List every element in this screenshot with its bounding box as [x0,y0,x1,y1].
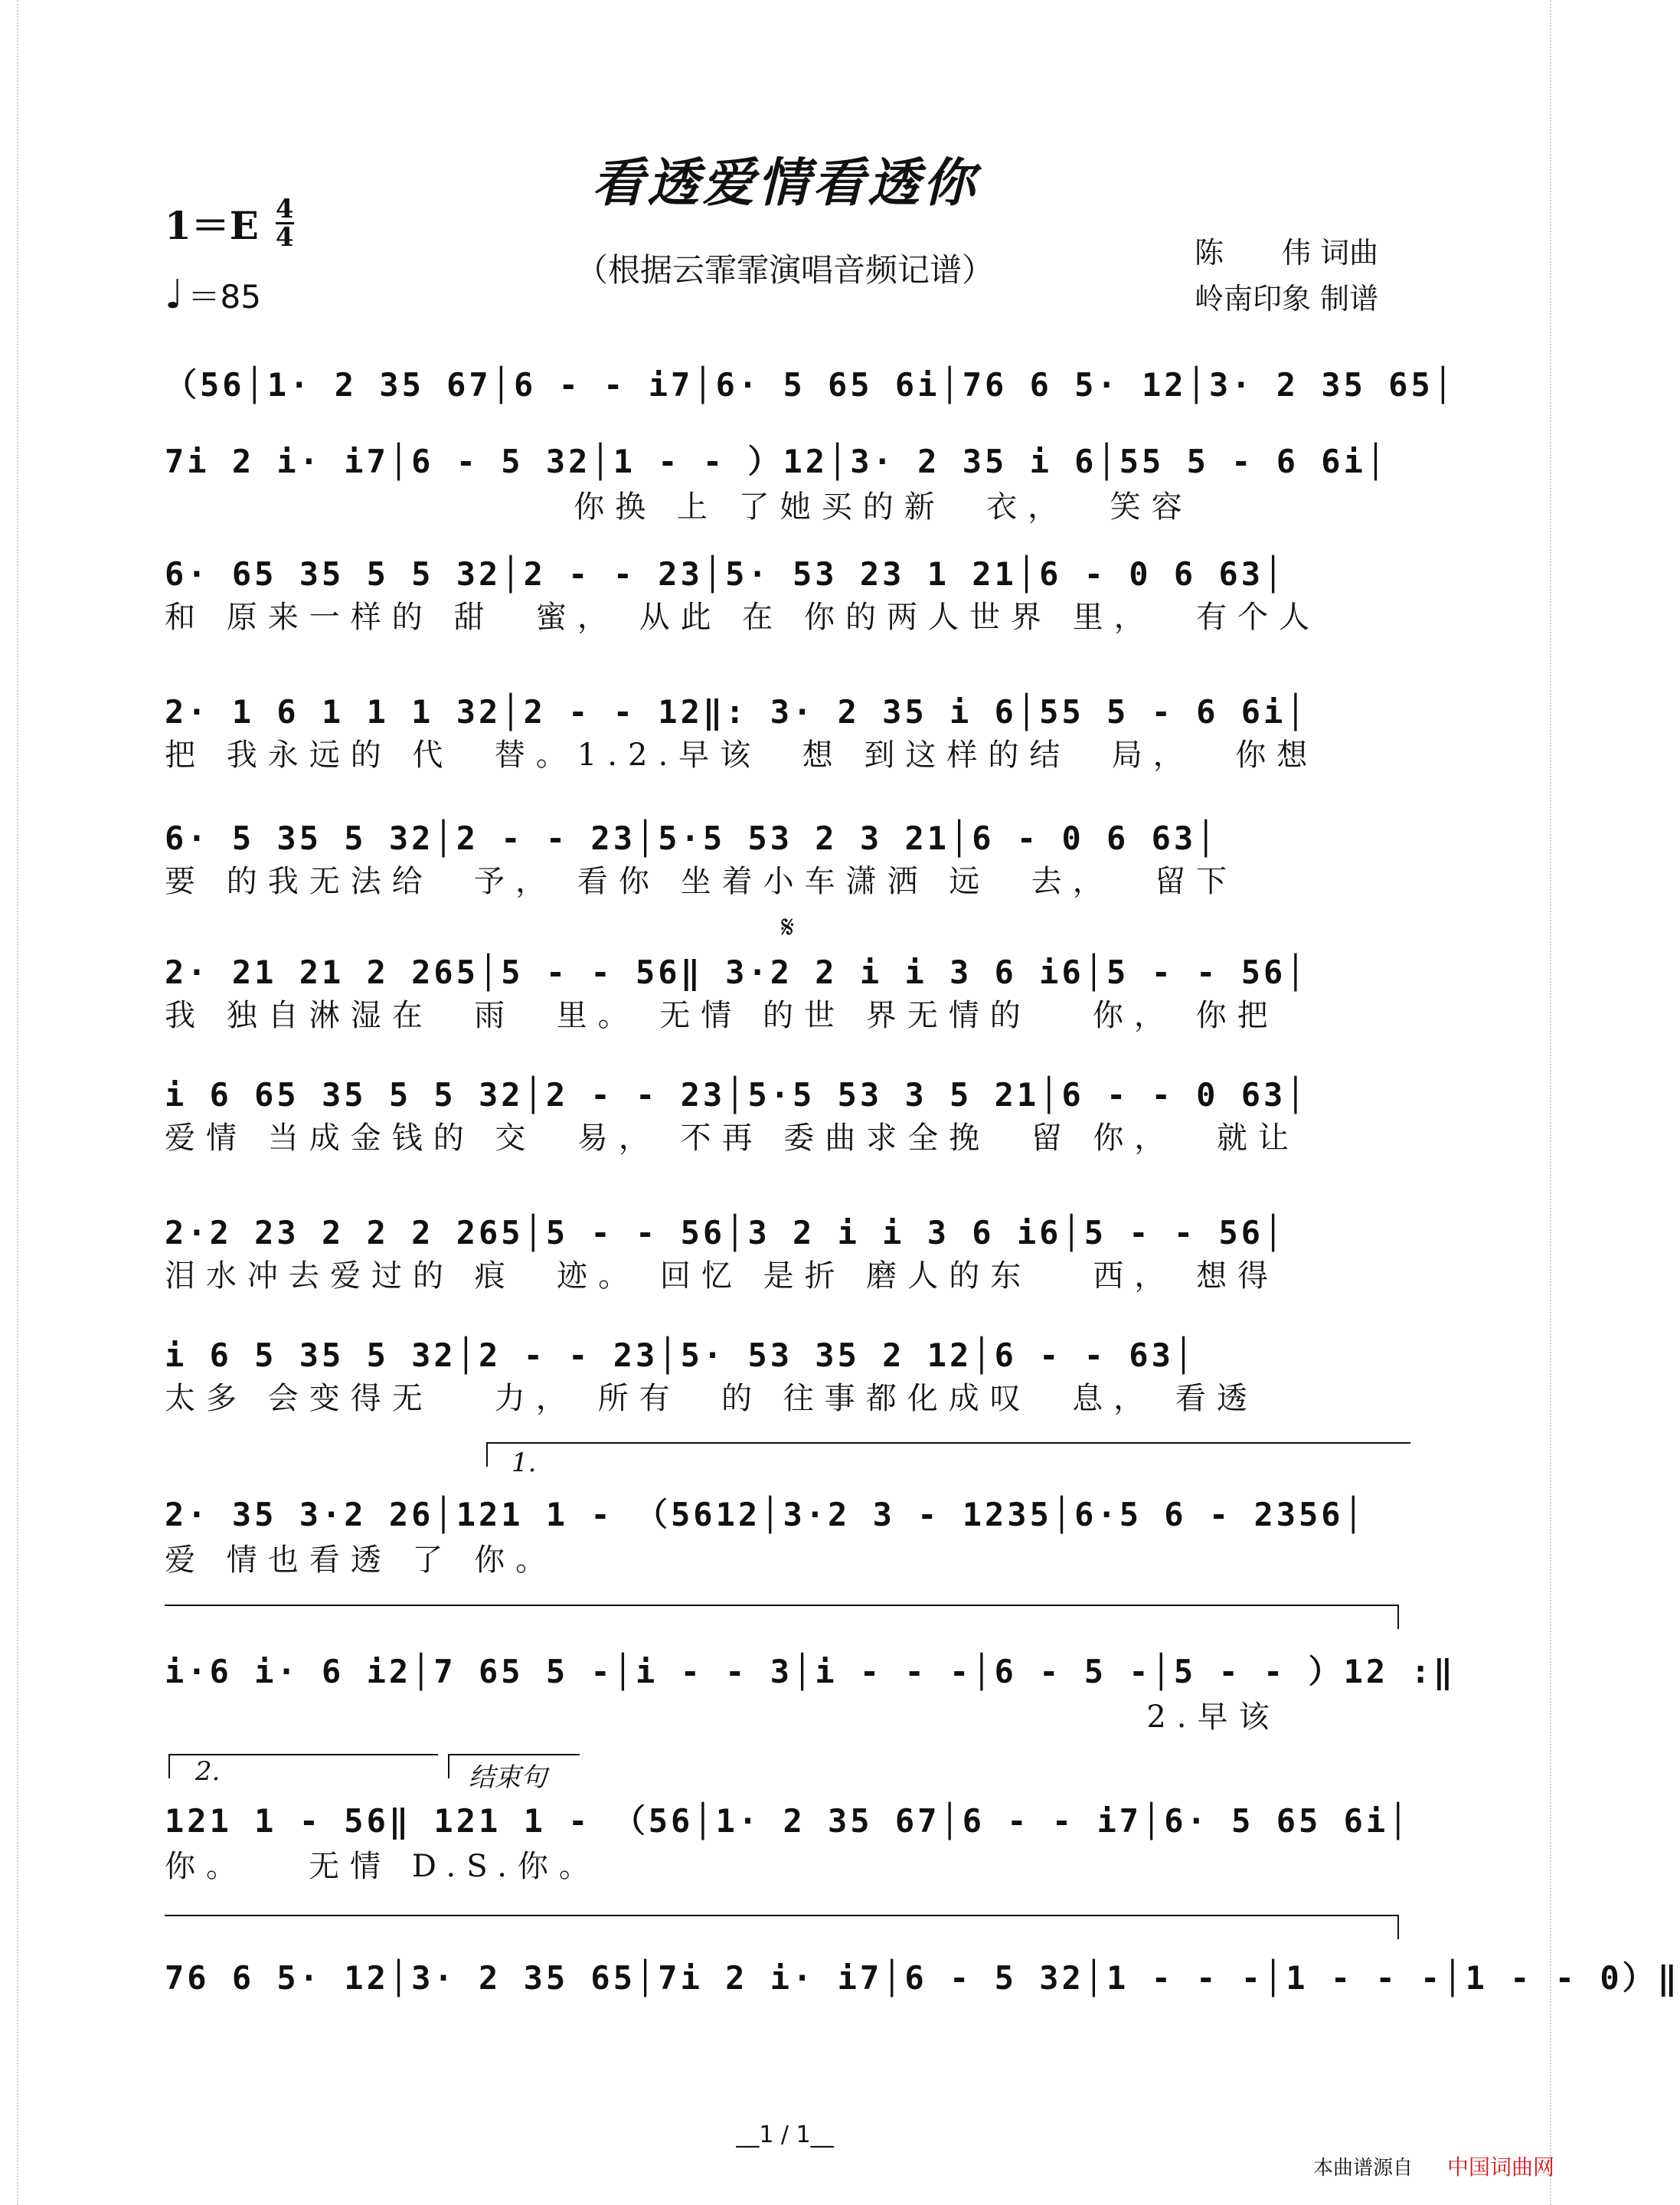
notes: i 6 5 35 5 32│2 - - 23│5· 53 35 2 12│6 - - 63│ [165,1336,1197,1374]
score-line-10 [165,1490,1409,1579]
score-line-1 [165,360,1456,406]
segno-icon: 𝄋 [781,910,795,945]
notes: 76 6 5· 12│3· 2 35 65│7i 2 i· i7│6 - 5 32│1 - - -│1 - - -│1 - - 0）‖ [165,1959,1680,1997]
notes: 2· 35 3·2 26│121 1 - （5612│3·2 3 - 1235│6·5 6 - 2356│ [165,1496,1366,1533]
score-line-9 [165,1336,1409,1418]
ending-2-label: 2. [195,1756,221,1787]
time-bottom: 4 [275,221,294,253]
time-signature [275,193,294,253]
song-title: 看透爱情看透你 [591,152,978,214]
notes: i·6 i· 6 i2│7 65 5 -│i - - 3│i - - -│6 - 5 -│5 - - ）12 :‖ [165,1653,1456,1690]
final-bracket-end [165,1915,1399,1939]
score-line-5 [165,820,1409,901]
lyrics: 2.早该 [165,1700,1280,1735]
song-subtitle: （根据云霏霏演唱音频记谱） [575,251,994,289]
lyrics: 爱 情也看透 了 你。 [165,1543,557,1578]
credits [1195,230,1378,322]
lyrics: 你。 无情 D.S.你。 [165,1849,600,1884]
score-line-2 [165,437,1409,526]
page-number: __1 / 1__ [736,2122,834,2148]
credit-lyricist: 陈 伟 词曲 [1195,236,1379,270]
score-line-12 [165,1796,1409,1886]
credit-transcriber: 岭南印象 制谱 [1195,282,1379,316]
lyrics: 太多 会变得无 力， 所有 的 往事都化成叹 息， 看透 [165,1381,1258,1416]
score-line-13 [165,1953,1680,1999]
score-line-7 [165,1076,1409,1157]
notes: 6· 65 35 5 5 32│2 - - 23│5· 53 23 1 21│6 - 0 6 63│ [165,555,1286,593]
ending-1-bracket-end [165,1605,1399,1629]
lyrics: 泪水冲去爱过的 痕 迹。 回忆 是折 磨人的东 西， 想得 [165,1258,1280,1294]
site-link[interactable]: 中国词曲网 [1447,2154,1555,2180]
notes: i 6 65 35 5 5 32│2 - - 23│5·5 53 3 5 21│6 - - 0 63│ [165,1076,1309,1114]
notes: 2· 21 21 2 265│5 - - 56‖ 3·2 2 i i 3 6 i6│5 - - 56│ [165,954,1309,991]
tempo-marking [165,272,261,318]
notes: 2· 1 6 1 1 1 32│2 - - 12‖: 3· 2 35 i 6│55 5 - 6 6i│ [165,693,1309,731]
lyrics: 和 原来一样的 甜 蜜， 从此 在 你的两人世界 里， 有个人 [165,600,1321,635]
notes: （56│1· 2 35 67│6 - - i7│6· 5 65 6i│76 6 5· 12│3· 2 35 65│ [165,366,1456,404]
quarter-note-icon: ♩ [165,272,184,318]
notes: 121 1 - 56‖ 121 1 - （56│1· 2 35 67│6 - - i7│6· 5 65 6i│ [165,1802,1411,1840]
score-line-11 [165,1647,1456,1736]
lyrics: 爱情 当成金钱的 交 易， 不再 委曲求全挽 留 你， 就让 [165,1120,1299,1156]
ending-1-bracket [486,1442,1410,1467]
key-label: 1＝E [165,203,259,248]
tempo-value: ＝85 [188,278,261,316]
coda-label: 结束句 [469,1762,547,1793]
ending-1-label: 1. [512,1448,537,1478]
key-signature [165,193,294,253]
score-line-4 [165,693,1409,774]
lyrics: 我 独自淋湿在 雨 里。 无情 的世 界无情的 你， 你把 [165,998,1279,1033]
notes: 7i 2 i· i7│6 - 5 32│1 - - ）12│3· 2 35 i 6│55 5 - 6 6i│ [165,443,1389,480]
score-line-3 [165,555,1409,636]
score-line-6 [165,954,1409,1035]
notes: 2·2 23 2 2 2 265│5 - - 56│3 2 i i 3 6 i6│5 - - 56│ [165,1214,1286,1251]
notes: 6· 5 35 5 32│2 - - 23│5·5 53 2 3 21│6 - 0 6 63│ [165,820,1219,857]
source-text: 本曲谱源自 [1313,2157,1414,2180]
lyrics: 把 我永远的 代 替。1.2.早该 想 到这样的结 局， 你想 [165,738,1319,773]
lyrics: 要 的我无法给 予， 看你 坐着小车潇洒 远 去， 留下 [165,864,1238,899]
lyrics: 你换 上 了她买的新 衣， 笑容 [165,489,1193,525]
time-top: 4 [275,193,294,224]
score-line-8 [165,1214,1409,1295]
